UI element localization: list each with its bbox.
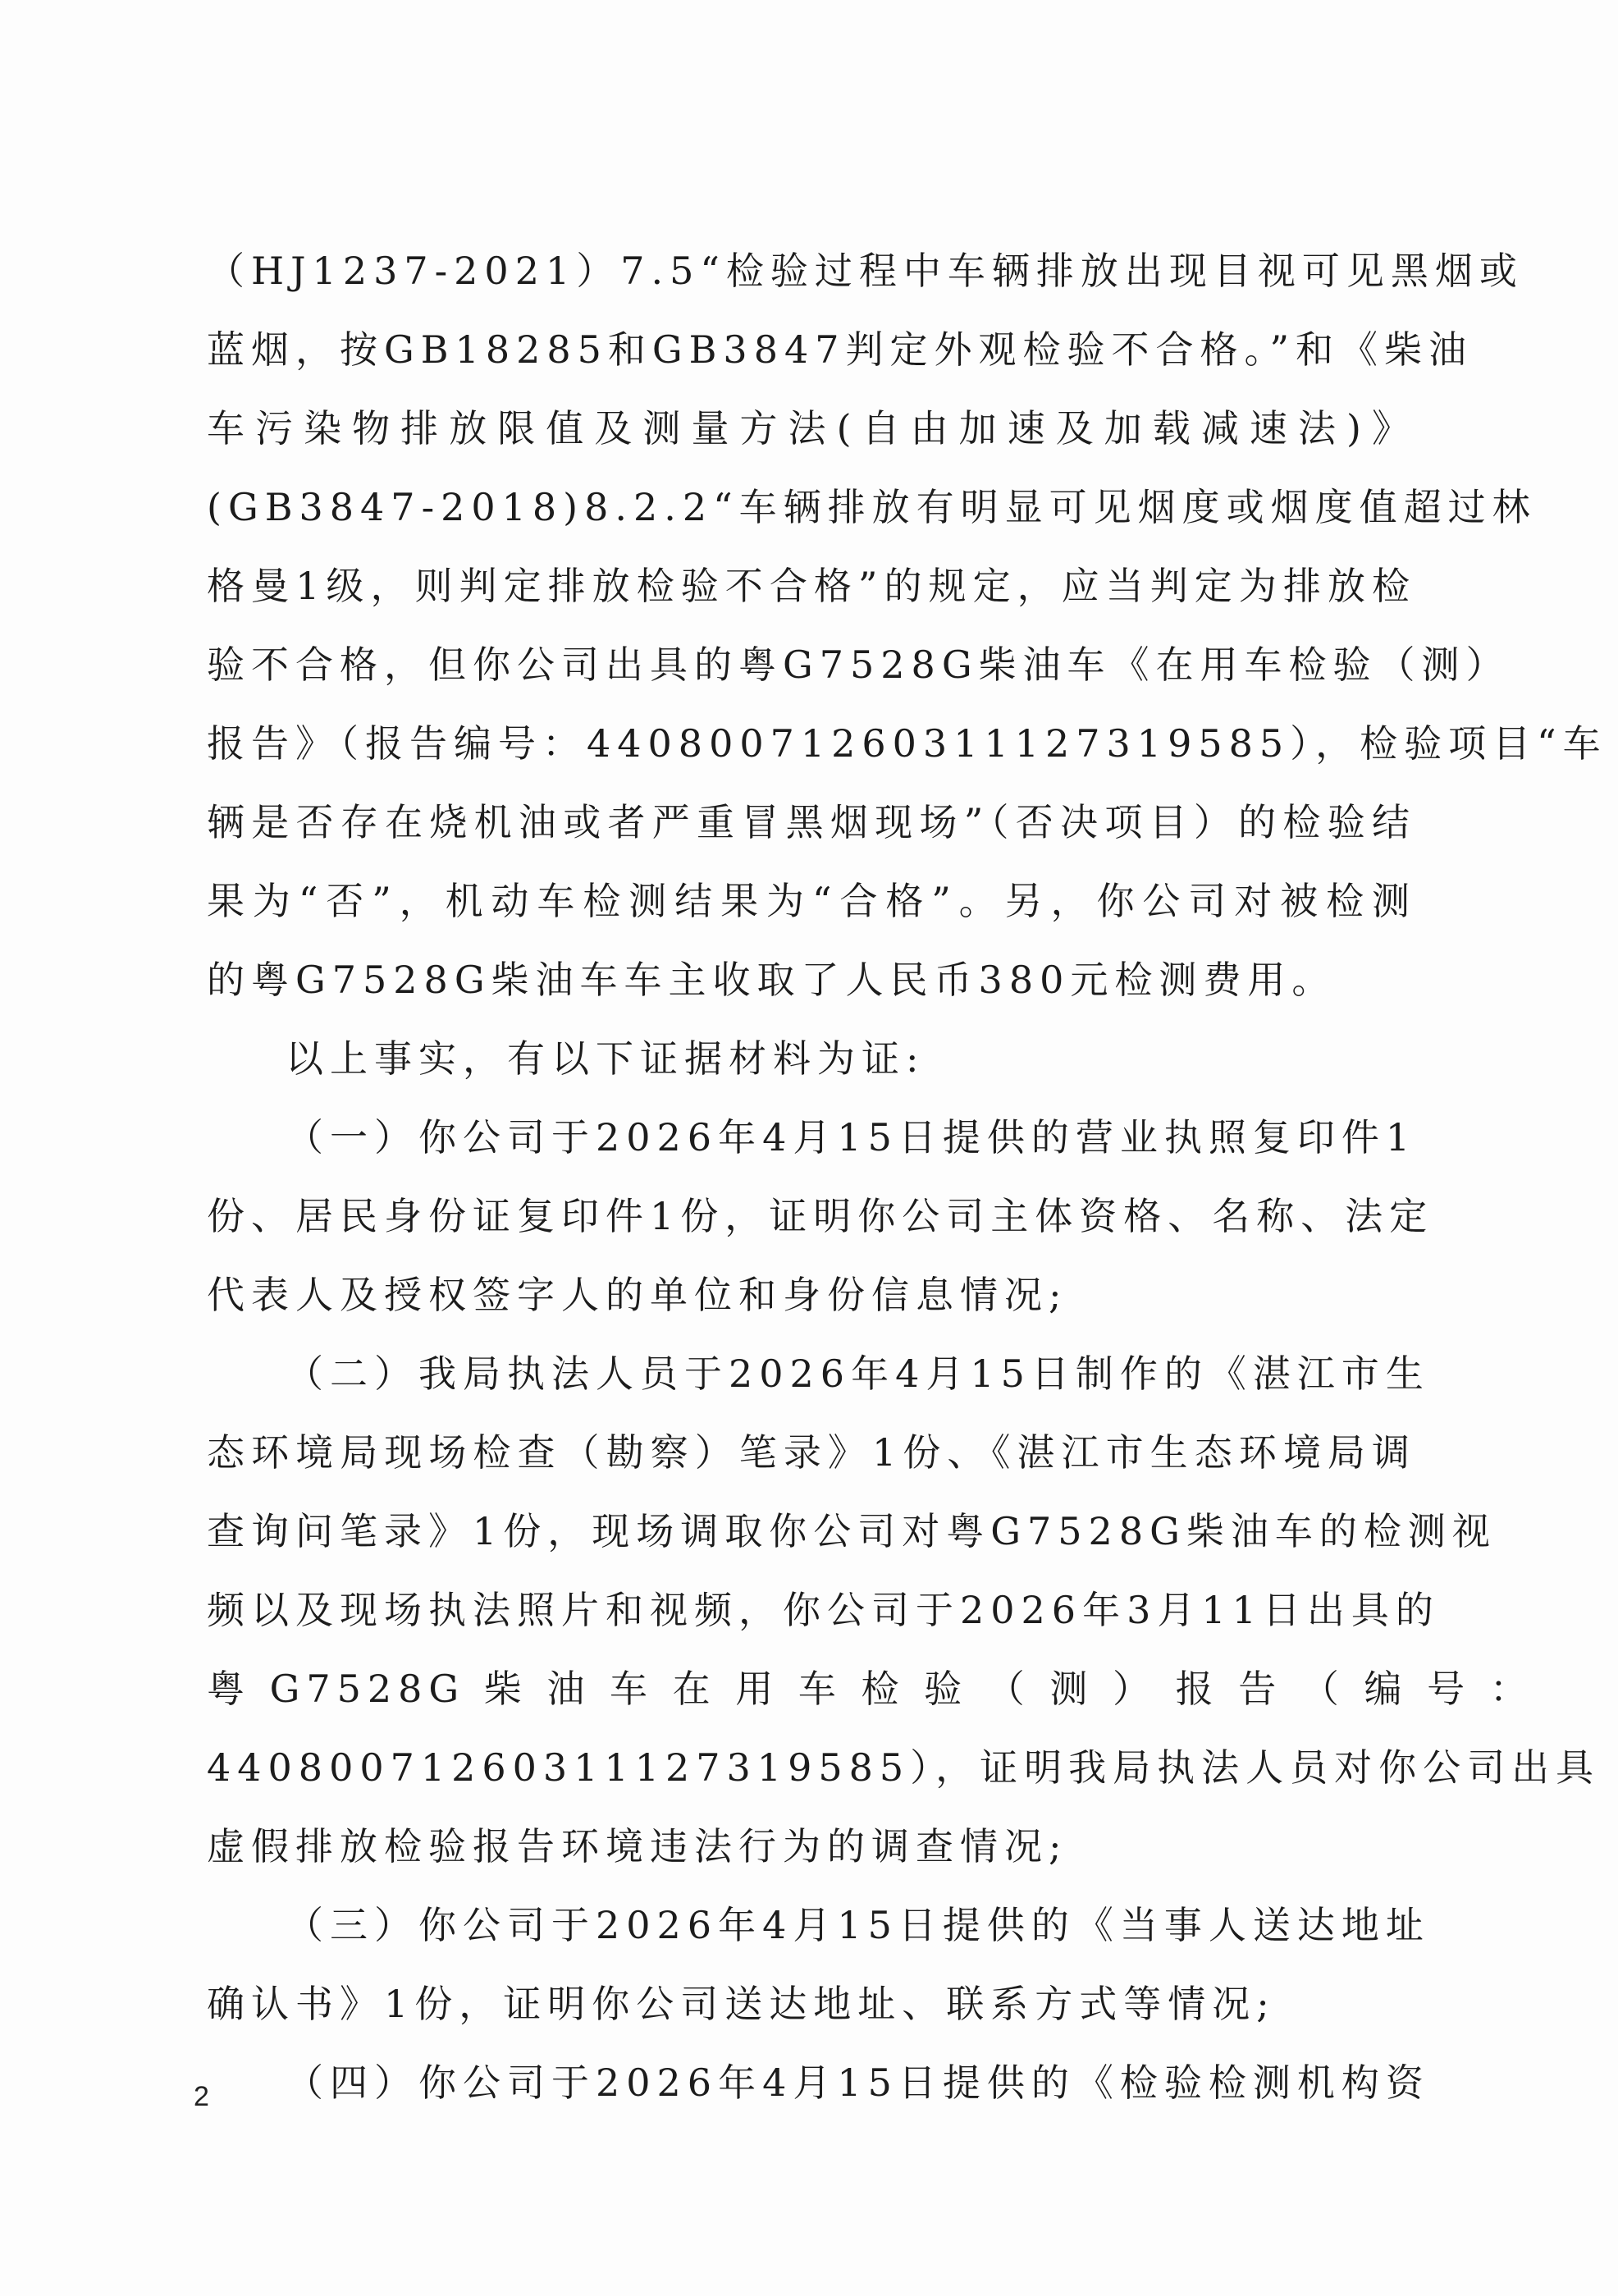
- text-line: 确认书》1份，证明你公司送达地址、联系方式等情况;: [207, 1982, 1276, 2026]
- page-number: 2: [194, 2081, 209, 2112]
- text-line: 车污染物排放限值及测量方法(自由加速及加载减速法)》: [207, 406, 1416, 451]
- text-line: 格曼1级，则判定排放检验不合格”的规定，应当判定为排放检: [207, 564, 1416, 608]
- text-line: （三）你公司于2026年4月15日提供的《当事人送达地址: [286, 1903, 1430, 1947]
- text-line: (GB3847-2018)8.2.2“车辆排放有明显可见烟度或烟度值超过林: [207, 485, 1537, 529]
- text-line: 代表人及授权签字人的单位和身份信息情况;: [207, 1273, 1068, 1317]
- text-line: 粤 G7528G 柴 油 车 在 用 车 检 验 （ 测 ） 报 告 （ 编 号 ：: [207, 1667, 1534, 1711]
- text-line: （一）你公司于2026年4月15日提供的营业执照复印件1: [286, 1115, 1417, 1159]
- text-line: 态环境局现场检查（勘察）笔录》1份、《湛江市生态环境局调: [207, 1430, 1416, 1475]
- text-line: 蓝烟，按GB18285和GB3847判定外观检验不合格。”和《柴油: [207, 327, 1474, 372]
- text-line: （HJ1237-2021）7.5“检验过程中车辆排放出现目视可见黑烟或: [207, 249, 1524, 293]
- text-line: （二）我局执法人员于2026年4月15日制作的《湛江市生: [286, 1352, 1430, 1396]
- text-line: 查询问笔录》1份，现场调取你公司对粤G7528G柴油车的检测视: [207, 1509, 1497, 1553]
- text-line: 验不合格，但你公司出具的粤G7528G柴油车《在用车检验（测）: [207, 643, 1511, 687]
- text-line: 频以及现场执法照片和视频，你公司于2026年3月11日出具的: [207, 1588, 1440, 1632]
- text-line: 辆是否存在烧机油或者严重冒黑烟现场”（否决项目）的检验结: [207, 800, 1416, 844]
- text-line: 的粤G7528G柴油车车主收取了人民币380元检测费用。: [207, 958, 1337, 1002]
- text-line: 44080071260311127319585），证明我局执法人员对你公司出具: [207, 1745, 1601, 1790]
- text-line: （四）你公司于2026年4月15日提供的《检验检测机构资: [286, 2060, 1430, 2105]
- text-line: 果为“否”，机动车检测结果为“合格”。另，你公司对被检测: [207, 879, 1416, 923]
- text-line: 报告》（报告编号：44080071260311127319585），检验项目“车: [207, 721, 1607, 766]
- text-line: 虚假排放检验报告环境违法行为的调查情况;: [207, 1824, 1068, 1868]
- text-line: 以上事实，有以下证据材料为证:: [286, 1036, 926, 1081]
- text-line: 份、居民身份证复印件1份，证明你公司主体资格、名称、法定: [207, 1194, 1434, 1238]
- body-text: [207, 231, 1607, 2122]
